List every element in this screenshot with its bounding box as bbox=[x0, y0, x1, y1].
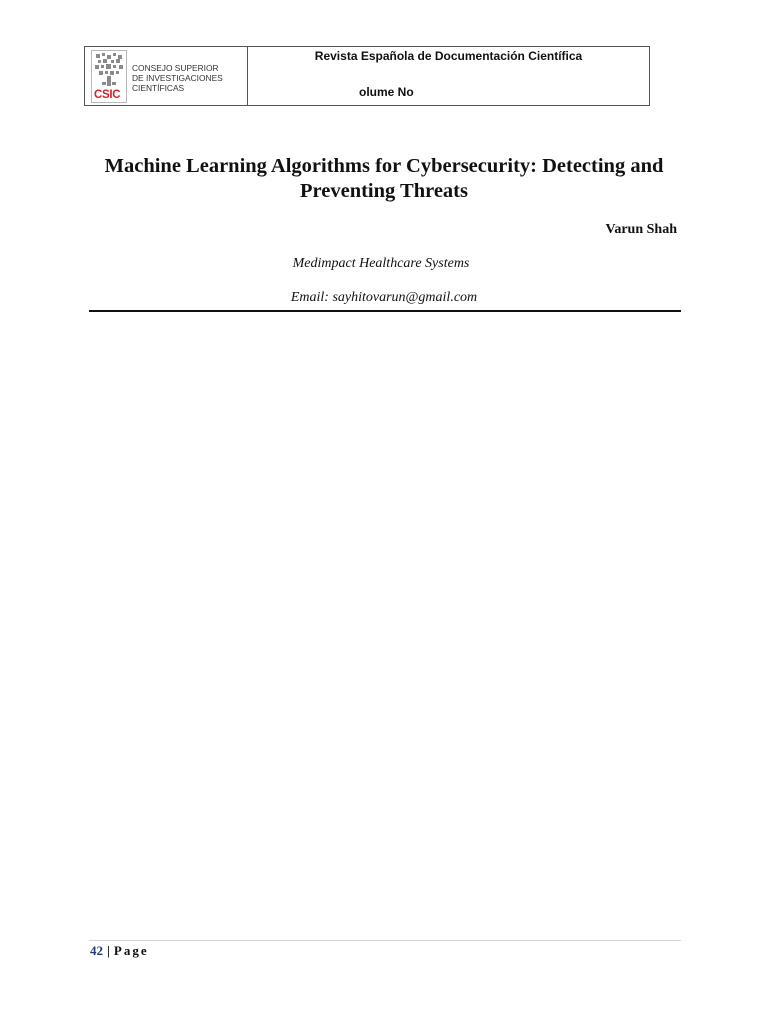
page-separator: | bbox=[107, 943, 110, 958]
page-number: 42 bbox=[90, 943, 103, 958]
author-email: Email: sayhitovarun@gmail.com bbox=[290, 290, 478, 305]
logo-name-line: DE INVESTIGACIONES bbox=[132, 73, 223, 83]
affiliation-text: Medimpact Healthcare Systems bbox=[292, 256, 470, 271]
logo-cell bbox=[85, 47, 248, 105]
author-name: Varun Shah bbox=[605, 222, 677, 237]
logo-abbreviation: CSIC bbox=[94, 88, 121, 101]
journal-title: Revista Española de Documentación Científica bbox=[314, 49, 583, 63]
logo-name-line: CONSEJO SUPERIOR bbox=[132, 63, 219, 73]
tree-emblem-icon bbox=[92, 51, 126, 91]
logo-institution-name bbox=[132, 63, 223, 93]
title-divider bbox=[89, 310, 681, 312]
page-footer bbox=[90, 943, 149, 959]
footer-divider bbox=[89, 940, 681, 941]
journal-volume: olume No bbox=[359, 85, 414, 99]
page-label: Page bbox=[113, 943, 149, 958]
journal-header bbox=[84, 46, 650, 106]
paper-title: Machine Learning Algorithms for Cybersecurity: Detecting and Preventing Threats bbox=[104, 155, 664, 202]
csic-logo-icon bbox=[91, 50, 127, 103]
journal-info-cell bbox=[248, 47, 649, 105]
author-affiliation bbox=[0, 256, 768, 272]
logo-name-line: CIENTÍFICAS bbox=[132, 83, 185, 93]
